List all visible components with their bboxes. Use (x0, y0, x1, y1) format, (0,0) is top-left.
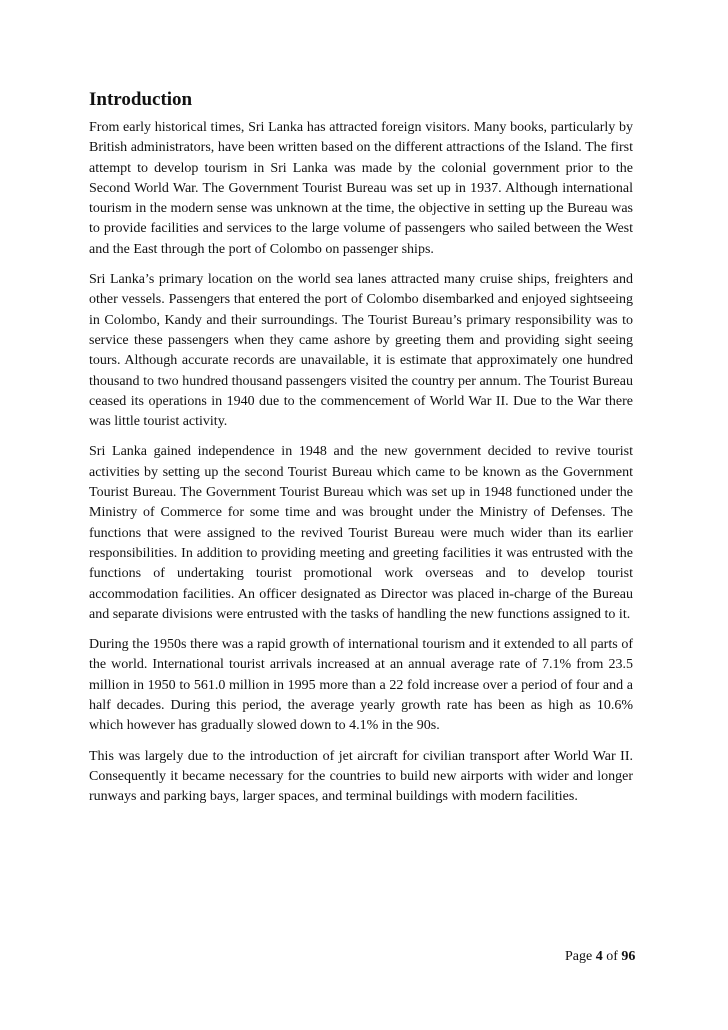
paragraph-1: From early historical times, Sri Lanka has attracted foreign visitors. Many books, particularly by British administrators, have been written based on the different attractions of the Island. The first attempt to develop tourism in Sri Lanka was made by the colonial government prior to the Second World War. The Government Tourist Bureau was set up in 1937. Although international tourism in the modern sense was unknown at the time, the objective in setting up the Bureau was to provide facilities and services to the large volume of passengers who sailed between the West and the East through the port of Colombo on passenger ships. (89, 120, 633, 257)
document-page (89, 88, 633, 818)
total-pages-number: 96 (621, 949, 636, 964)
section-heading: Introduction (89, 89, 193, 110)
of-label: of (606, 949, 618, 964)
paragraph-4: During the 1950s there was a rapid growth of international tourism and it extended to all parts of the world. International tourist arrivals increased at an annual average rate of 7.1% from 23.5 million in 1950 to 561.0 million in 1995 more than a 22 fold increase over a period of four and a half decades. During this period, the average yearly growth rate has been as high as 10.6% which however has gradually slowed down to 4.1% in the 90s. (89, 637, 633, 734)
paragraph-2: Sri Lanka’s primary location on the world sea lanes attracted many cruise ships, freighters and other vessels. Passengers that entered the port of Colombo disembarked and enjoyed sightseeing in Colombo, Kandy and their surroundings. The Tourist Bureau’s primary responsibility was to service these passengers when they came ashore by greeting them and providing sight seeing tours. Although accurate records are unavailable, it is estimate that approximately one hundred thousand to two hundred thousand passengers visited the country per annum. The Tourist Bureau ceased its operations in 1940 due to the commencement of World War II. Due to the War there was little tourist activity. (89, 272, 633, 430)
paragraph-5: This was largely due to the introduction of jet aircraft for civilian transport after World War II. Consequently it became necessary for the countries to build new airports with wider and longer runways and parking bays, larger spaces, and terminal buildings with modern facilities. (89, 748, 633, 805)
paragraph-3: Sri Lanka gained independence in 1948 and the new government decided to revive tourist activities by setting up the second Tourist Bureau which came to be known as the Government Tourist Bureau. The Government Tourist Bureau which was set up in 1948 functioned under the Ministry of Commerce for some time and was brought under the Ministry of Defenses. The functions that were assigned to the revived Tourist Bureau were much wider than its earlier responsibilities. In addition to providing meeting and greeting facilities it was entrusted with the functions of undertaking tourist promotional work overseas and to develop tourist accommodation facilities. An officer designated as Director was placed in-charge of the Bureau and separate divisions were entrusted with the tasks of handling the new functions assigned to it. (89, 444, 633, 622)
current-page-number: 4 (595, 949, 603, 964)
page-number-footer (565, 948, 635, 966)
page-label: Page (565, 949, 593, 964)
